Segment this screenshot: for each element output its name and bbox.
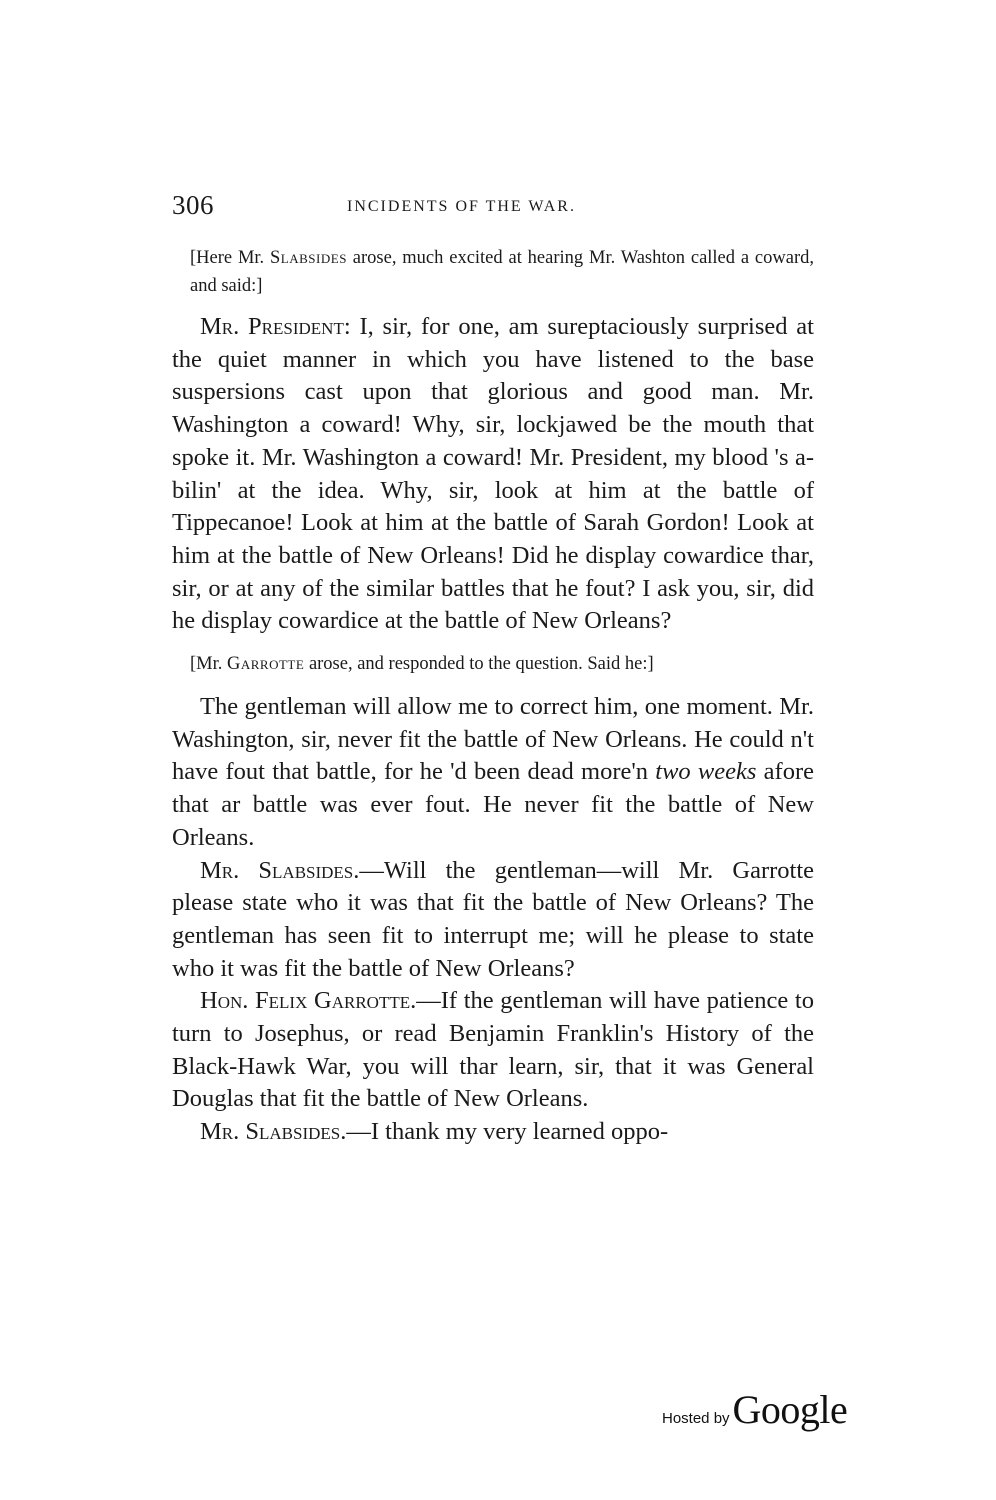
hosted-by-label: Hosted by xyxy=(662,1410,730,1427)
body-text xyxy=(172,244,814,1149)
speech-paragraph xyxy=(172,855,814,986)
speech-paragraph xyxy=(172,985,814,1116)
emphasis-text: two weeks xyxy=(655,758,757,786)
running-head: INCIDENTS OF THE WAR. xyxy=(347,198,576,215)
stage-direction-open: [Here Mr. xyxy=(190,248,271,268)
hosted-by-google-watermark xyxy=(662,1386,847,1430)
speech-text: afore that ar battle was ever fout. He never fit the battle of New Orleans. xyxy=(172,758,814,851)
speaker-name: Mr. President xyxy=(200,313,344,340)
stage-direction-speaker: Slabsides xyxy=(270,248,347,268)
speech-text: .—I thank my very learned oppo- xyxy=(340,1118,669,1146)
google-logo: Google xyxy=(732,1387,848,1432)
speech-text: .—If the gentleman will have patience to turn to Josephus, or read Benjamin Franklin's History of the Black-Hawk War, you will thar learn, sir, that it was General Douglas that fit the battle of New Orleans. xyxy=(172,987,814,1113)
stage-direction-speaker: Garrotte xyxy=(227,654,305,675)
stage-direction-text: arose, much excited at hearing Mr. Washton called a coward, and said:] xyxy=(190,248,814,296)
stage-direction-open: [Mr. xyxy=(190,654,227,675)
speech-paragraph xyxy=(172,1116,814,1149)
speaker-name: Mr. Slabsides xyxy=(200,1118,341,1146)
page-header xyxy=(172,190,812,226)
speech-text: : I, sir, for one, am sureptaciously surprised at the quiet manner in which you have listened to the base suspersions cast upon that glorious and good man. Mr. Washington a coward! Why, sir, lockjawed be the mouth that spoke it. Mr. Washington a coward! Mr. President, my blood 's a-bilin' at the idea. Why, sir, look at him at the battle of Tippecanoe! Look at him at the battle of Sarah Gordon! Look at him at the battle of New Orleans! Did he display cowardice thar, sir, or at any of the similar battles that he fout? I ask you, sir, did he display cowardice at the battle of New Orleans? xyxy=(172,313,814,635)
stage-direction xyxy=(190,244,814,300)
speech-text: .—Will the gentleman—will Mr. Garrotte please state who it was that fit the battle of New Orleans? The gentleman has seen fit to interrupt me; will he please to state who it was fit the battle of New Orleans? xyxy=(172,856,814,982)
speech-paragraph xyxy=(172,311,814,638)
stage-direction xyxy=(190,650,814,678)
speech-text: The gentleman will allow me to correct him, one moment. Mr. Washington, sir, never fit the battle of New Orleans. He could n't have fout that battle, for he 'd been dead more'n xyxy=(172,693,814,786)
speaker-name: Hon. Felix Garrotte xyxy=(200,987,411,1015)
speaker-name: Mr. Slabsides xyxy=(200,856,354,884)
speech-paragraph xyxy=(172,691,814,855)
stage-direction-text: arose, and responded to the question. Said he:] xyxy=(304,654,654,675)
page-number: 306 xyxy=(172,190,214,220)
